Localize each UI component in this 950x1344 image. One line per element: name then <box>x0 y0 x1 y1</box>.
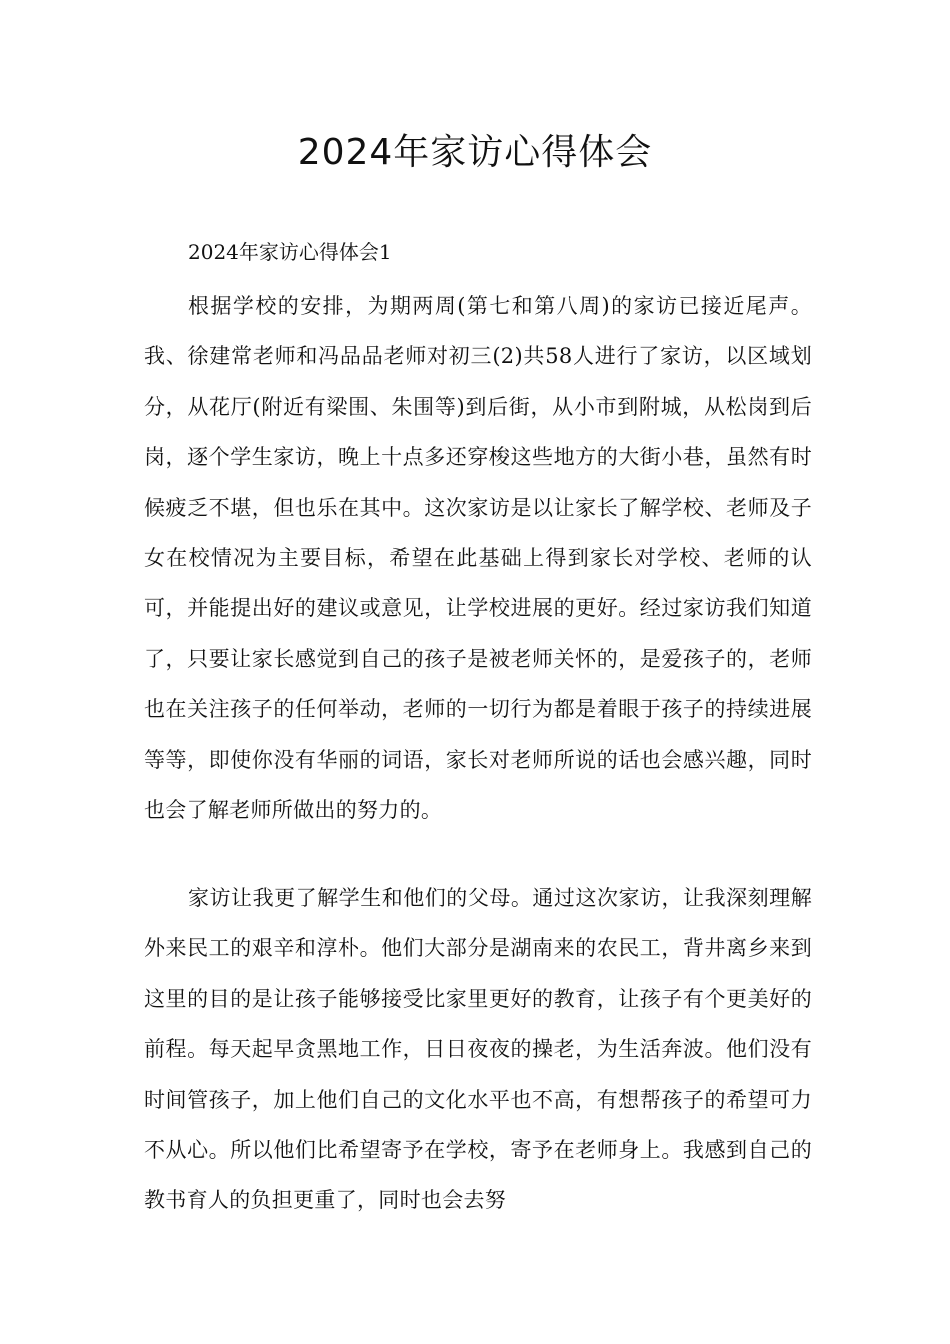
document-title: 2024年家访心得体会 <box>297 132 653 173</box>
body-paragraph: 家访让我更了解学生和他们的父母。通过这次家访，让我深刻理解外来民工的艰辛和淳朴。他们大部分是湖南来的农民工，背井离乡来到这里的目的是让孩子能够接受比家里更好的教育，让孩子有个更美好的前程。每天起早贪黑地工作，日日夜夜的操老，为生活奔波。他们没有时间管孩子，加上他们自己的文化水平也不高，有想帮孩子的希望可力不从心。所以他们比希望寄予在学校，寄予在老师身上。我感到自己的教书育人的负担更重了，同时也会去努 <box>144 886 812 1213</box>
body-paragraph: 根据学校的安排，为期两周(第七和第八周)的家访已接近尾声。我、徐建常老师和冯品品老师对初三(2)共58人进行了家访，以区域划分，从花厅(附近有梁围、朱围等)到后街，从小市到附城，从松岗到后岗，逐个学生家访，晚上十点多还穿梭这些地方的大街小巷，虽然有时候疲乏不堪，但也乐在其中。这次家访是以让家长了解学校、老师及子女在校情况为主要目标，希望在此基础上得到家长对学校、老师的认可，并能提出好的建议或意见，让学校进展的更好。经过家访我们知道了，只要让家长感觉到自己的孩子是被老师关怀的，是爱孩子的，老师也在关注孩子的任何举动，老师的一切行为都是着眼于孩子的持续进展等等，即使你没有华丽的词语，家长对老师所说的话也会感兴趣，同时也会了解老师所做出的努力的。 <box>144 294 812 823</box>
section-heading: 2024年家访心得体会1 <box>188 240 392 264</box>
